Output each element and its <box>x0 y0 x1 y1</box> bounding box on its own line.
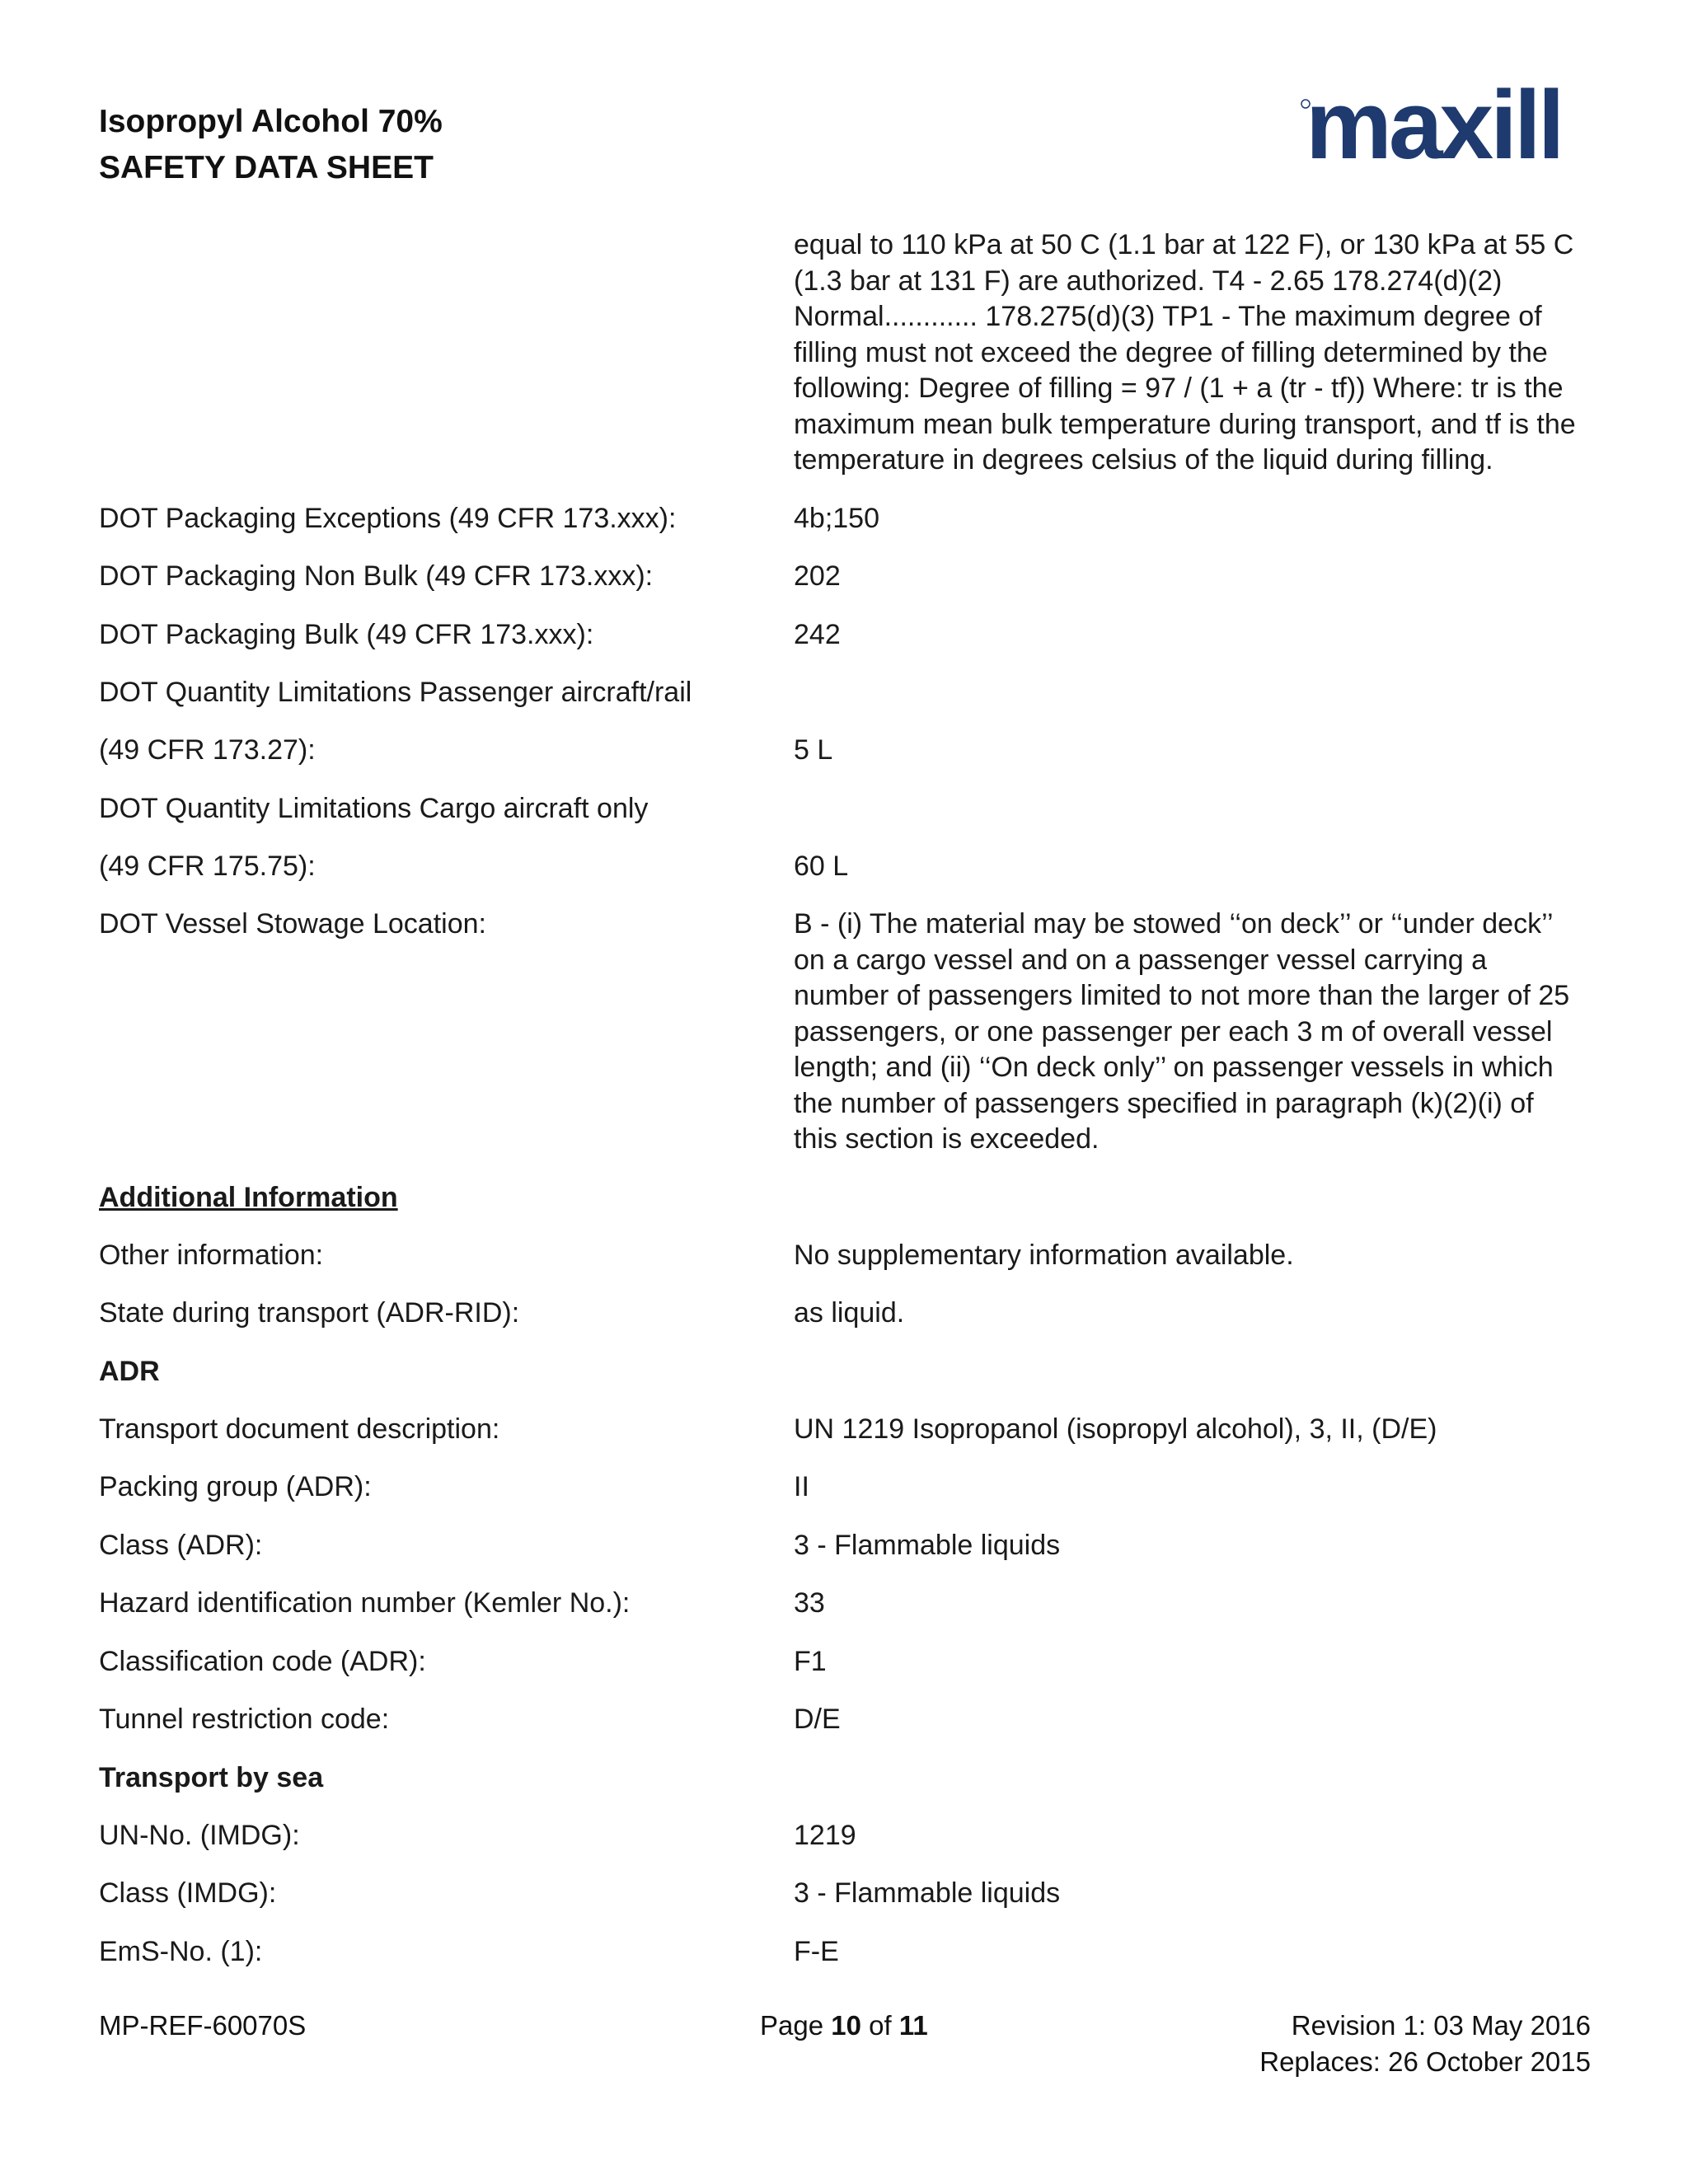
row-dot-non-bulk <box>99 559 1591 595</box>
row-label: DOT Packaging Non Bulk (49 CFR 173.xxx): <box>99 560 654 592</box>
page-number <box>760 2008 928 2044</box>
row-label: UN-No. (IMDG): <box>99 1819 300 1851</box>
row-dot-qty-passenger <box>99 733 1591 769</box>
revision-date: Revision 1: 03 May 2016 <box>1291 2010 1591 2041</box>
main-content <box>99 227 1591 1992</box>
replaces-date: Replaces: 26 October 2015 <box>1259 2046 1591 2077</box>
row-label: Packing group (ADR): <box>99 1471 372 1502</box>
row-packing-group <box>99 1469 1591 1506</box>
row-value: 3 - Flammable liquids <box>794 1529 1061 1561</box>
row-label: DOT Vessel Stowage Location: <box>99 908 486 940</box>
row-label: Classification code (ADR): <box>99 1645 426 1677</box>
row-value: B - (i) The material may be stowed ‘‘on deck’’ or ‘‘under deck’’ on a cargo vessel and on a passenger vessel carrying a number of passengers limited to not more than the larger of 25 passengers, or one passenger per each 3 m of overall vessel length; and (ii) ‘‘On deck only’’ on passenger vessels in which the number of passengers specified in paragraph (k)(2)(i) of this section is exceeded. <box>794 908 1570 1155</box>
row-label: Transport document description: <box>99 1413 500 1445</box>
row-value: 60 L <box>794 850 849 882</box>
page-current: 10 <box>831 2010 861 2041</box>
row-value: 4b;150 <box>794 502 879 534</box>
row-dot-qty-cargo <box>99 849 1591 885</box>
row-label: (49 CFR 175.75): <box>99 850 316 882</box>
row-label: DOT Quantity Limitations Cargo aircraft only <box>99 792 649 824</box>
section-heading-sea: Transport by sea <box>99 1761 324 1793</box>
document-header <box>99 99 443 191</box>
row-label: (49 CFR 173.27): <box>99 734 316 766</box>
row-value: 5 L <box>794 734 833 766</box>
row-value: D/E <box>794 1704 841 1735</box>
row-value: F1 <box>794 1645 827 1677</box>
page-of: of <box>860 2010 899 2041</box>
logo-wordmark: maxill <box>1306 81 1562 171</box>
row-class-adr <box>99 1528 1591 1564</box>
row-value: 202 <box>794 560 841 592</box>
row-label: Class (ADR): <box>99 1529 263 1561</box>
row-state-during-transport <box>99 1296 1591 1332</box>
row-value: II <box>794 1471 809 1502</box>
row-value: UN 1219 Isopropanol (isopropyl alcohol), 3, II, (D/E) <box>794 1413 1437 1445</box>
row-classification-code <box>99 1644 1591 1680</box>
section-heading-additional: Additional Information <box>99 1181 398 1213</box>
row-label: State during transport (ADR-RID): <box>99 1297 520 1329</box>
page-prefix: Page <box>760 2010 832 2041</box>
row-label: Tunnel restriction code: <box>99 1704 390 1735</box>
document-type: SAFETY DATA SHEET <box>99 150 434 185</box>
row-label: EmS-No. (1): <box>99 1935 263 1967</box>
row-tunnel-restriction <box>99 1702 1591 1738</box>
section-heading-adr: ADR <box>99 1355 160 1387</box>
row-dot-bulk <box>99 617 1591 654</box>
row-value: 3 - Flammable liquids <box>794 1877 1061 1909</box>
row-value: 242 <box>794 618 841 650</box>
row-label: DOT Quantity Limitations Passenger aircraft/rail <box>99 677 692 708</box>
row-label: DOT Packaging Bulk (49 CFR 173.xxx): <box>99 618 594 650</box>
revision-info <box>1259 2008 1591 2080</box>
row-label: Hazard identification number (Kemler No.): <box>99 1587 631 1619</box>
maxill-logo <box>1301 81 1573 171</box>
row-other-information <box>99 1238 1591 1274</box>
row-un-number <box>99 1818 1591 1854</box>
page-total: 11 <box>898 2010 928 2041</box>
row-value: No supplementary information available. <box>794 1239 1294 1271</box>
row-label: DOT Packaging Exceptions (49 CFR 173.xxx): <box>99 502 677 534</box>
row-value: 33 <box>794 1587 825 1619</box>
row-dot-vessel-stowage <box>99 907 1591 1158</box>
product-title: Isopropyl Alcohol 70% <box>99 104 443 139</box>
row-value: as liquid. <box>794 1297 905 1329</box>
row-ems-number <box>99 1934 1591 1971</box>
row-dot-qty-passenger-heading <box>99 675 1591 710</box>
row-dot-qty-cargo-heading <box>99 791 1591 827</box>
document-reference: MP-REF-60070S <box>99 2010 307 2041</box>
row-transport-document <box>99 1412 1591 1448</box>
row-label: Class (IMDG): <box>99 1877 277 1909</box>
row-label: Other information: <box>99 1239 324 1271</box>
row-value: 1219 <box>794 1819 856 1851</box>
continued-text: equal to 110 kPa at 50 C (1.1 bar at 122 F), or 130 kPa at 55 C (1.3 bar at 131 F) are authorized. T4 - 2.65 178.274(d)(2) Normal............ 178.275(d)(3) TP1 - The maximum degree of filling must not exceed the degree of filling determined by the following: Degree of filling = 97 / (1 + a (tr - tf)) Where: tr is the maximum mean bulk temperature during transport, and tf is the temperature in degrees celsius of the liquid during filling. <box>794 229 1576 476</box>
row-kemler <box>99 1586 1591 1622</box>
row-class-imdg <box>99 1876 1591 1912</box>
row-dot-exceptions <box>99 501 1591 537</box>
row-value: F-E <box>794 1935 839 1967</box>
